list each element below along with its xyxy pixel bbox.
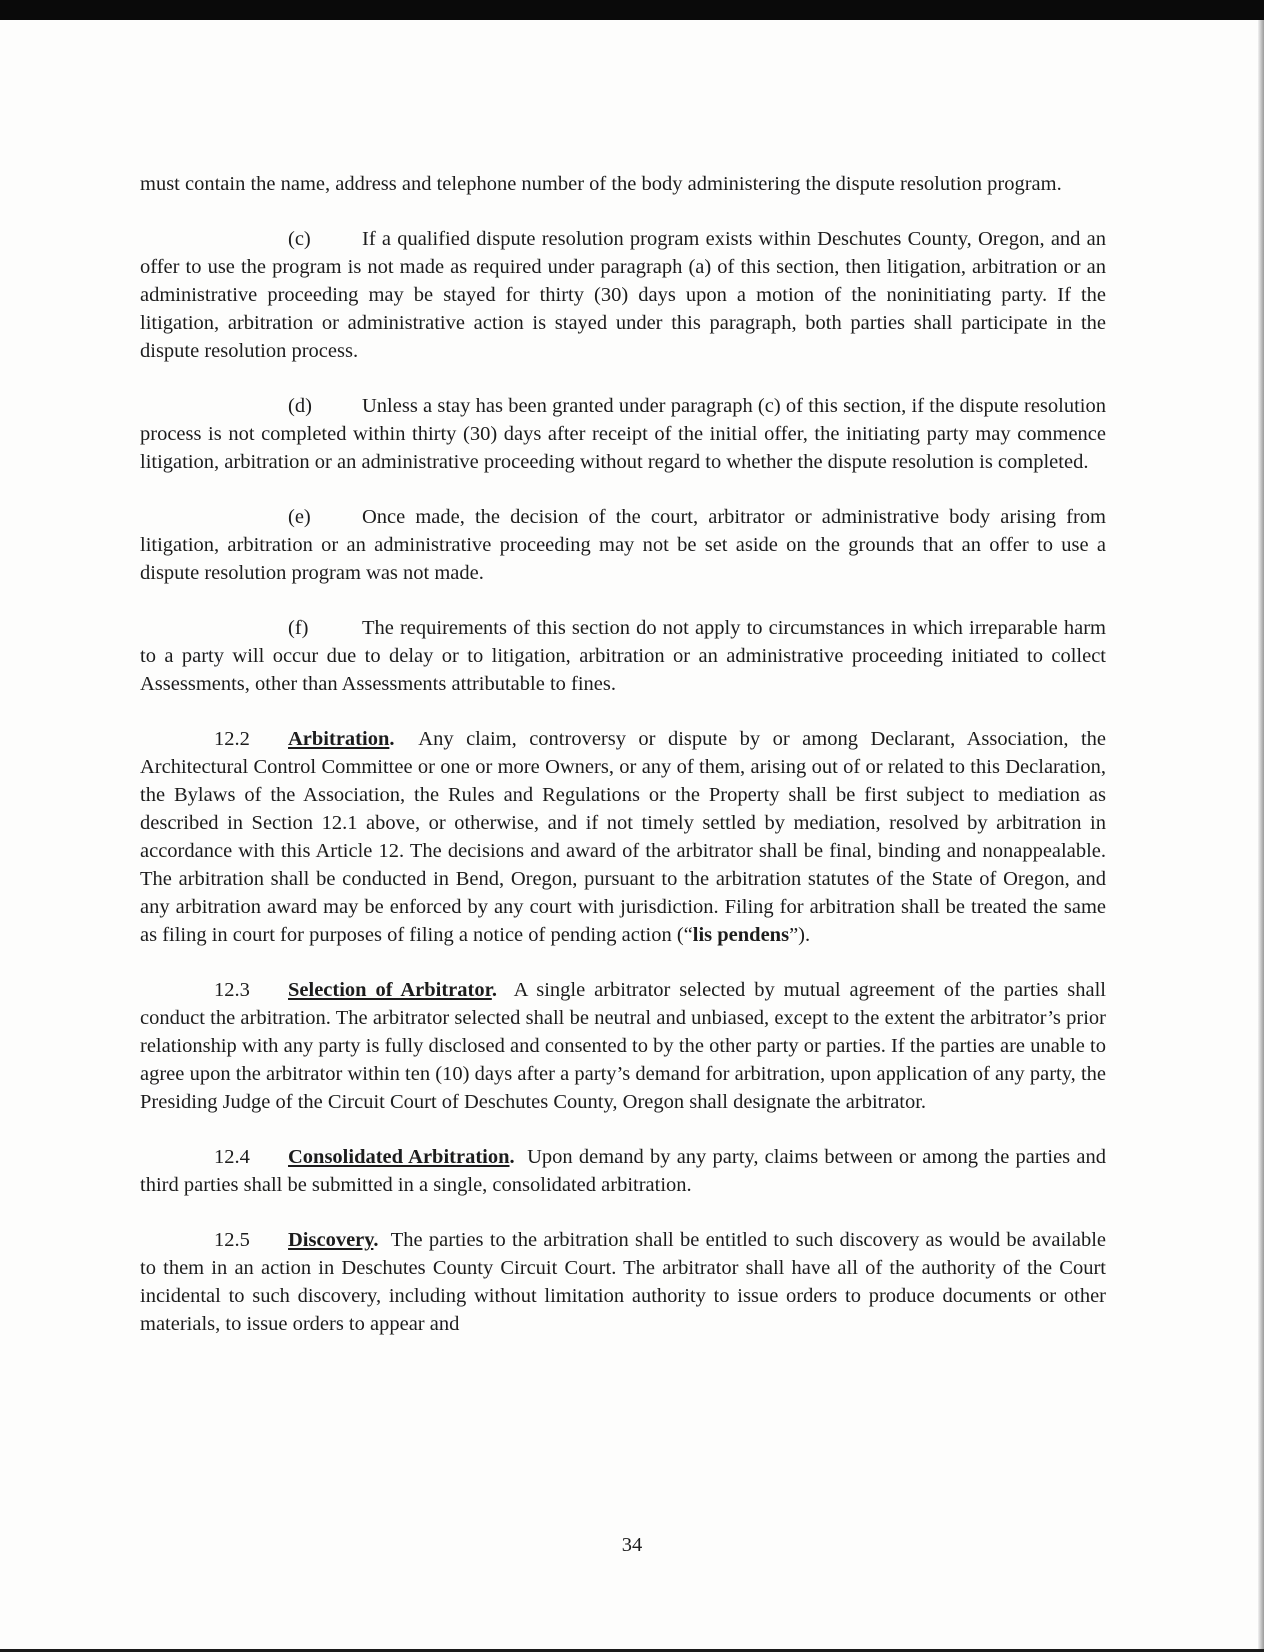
section-12-4-text: Upon demand by any party, claims between or among the parties and third parties shall be submitted in a single, consolidated arbitration. xyxy=(140,1146,1106,1196)
section-12-3-number: 12.3 xyxy=(214,979,250,1001)
section-12-2-heading: Arbitration xyxy=(288,728,390,750)
section-12-2-heading-period: . xyxy=(389,728,395,750)
section-12-4-heading-period: . xyxy=(509,1146,515,1168)
section-12-4-heading: Consolidated Arbitration xyxy=(288,1146,510,1168)
section-12-5-heading: Discovery xyxy=(288,1229,374,1251)
paragraph-c-text: If a qualified dispute resolution program exists within Deschutes County, Oregon, and an offer to use the program is not made as required under paragraph (a) of this section, then litigation, arbitration or an administrative proceeding may be stayed for thirty (30) days upon a motion of the noninitiating party. If the litigation, arbitration or administrative action is stayed under this paragraph, both parties shall participate in the dispute resolution process. xyxy=(140,228,1106,362)
section-12-4-number: 12.4 xyxy=(214,1146,250,1168)
section-12-2-text: Any claim, controversy or dispute by or among Declarant, Association, the Architectural Control Committee or one or more Owners, or any of them, arising out of or related to this Declaration, the Bylaws of the Association, the Rules and Regulations or the Property shall be first subject to mediation as described in Section 12.1 above, or otherwise, and if not timely settled by mediation, resolved by arbitration in accordance with this Article 12. The decisions and award of the arbitrator shall be final, binding and nonappealable. The arbitration shall be conducted in Bend, Oregon, pursuant to the arbitration statutes of the State of Oregon, and any arbitration award may be enforced by any court with jurisdiction. Filing for arbitration shall be treated the same as filing in court for purposes of filing a notice of pending action (“ xyxy=(140,728,1107,946)
paragraph-d xyxy=(140,392,1106,476)
section-12-3 xyxy=(140,976,1106,1116)
section-12-5-text: The parties to the arbitration shall be entitled to such discovery as would be available to them in an action in Deschutes County Circuit Court. The arbitrator shall have all of the authority of the Court incidental to such discovery, including without limitation authority to issue orders to produce documents or other materials, to issue orders to appear and xyxy=(140,1229,1106,1335)
section-12-2 xyxy=(140,725,1106,949)
paragraph-continuation xyxy=(140,170,1106,198)
document-body xyxy=(140,170,1106,1365)
section-12-5-heading-period: . xyxy=(373,1229,379,1251)
paragraph-e xyxy=(140,503,1106,587)
paragraph-continuation-text: must contain the name, address and telephone number of the body administering the dispute resolution program. xyxy=(140,173,1062,195)
section-12-3-heading-period: . xyxy=(491,979,497,1001)
paragraph-c xyxy=(140,225,1106,365)
scan-top-border xyxy=(0,0,1264,20)
paragraph-c-label: (c) xyxy=(288,228,311,250)
paragraph-d-label: (d) xyxy=(288,395,312,417)
paragraph-d-text: Unless a stay has been granted under paragraph (c) of this section, if the dispute resolution process is not completed within thirty (30) days after receipt of the initial offer, the initiating party may commence litigation, arbitration or an administrative proceeding without regard to whether the dispute resolution is completed. xyxy=(140,395,1106,473)
section-12-3-text: A single arbitrator selected by mutual agreement of the parties shall conduct the arbitration. The arbitrator selected shall be neutral and unbiased, except to the extent the arbitrator’s prior relationship with any party is fully disclosed and consented to by the other party or parties. If the parties are unable to agree upon the arbitrator within ten (10) days after a party’s demand for arbitration, upon application of any party, the Presiding Judge of the Circuit Court of Deschutes County, Oregon shall designate the arbitrator. xyxy=(140,979,1106,1113)
paragraph-f xyxy=(140,614,1106,698)
section-12-4 xyxy=(140,1143,1106,1199)
paragraph-e-label: (e) xyxy=(288,506,311,528)
section-12-5 xyxy=(140,1226,1106,1338)
scan-right-edge xyxy=(1258,20,1264,1649)
section-12-5-number: 12.5 xyxy=(214,1229,250,1251)
paragraph-f-text: The requirements of this section do not apply to circumstances in which irreparable harm to a party will occur due to delay or to litigation, arbitration or an administrative proceeding initiated to collect Assessments, other than Assessments attributable to fines. xyxy=(140,617,1106,695)
page-number: 34 xyxy=(621,1534,643,1556)
paragraph-e-text: Once made, the decision of the court, arbitrator or administrative body arising from litigation, arbitration or an administrative proceeding may not be set aside on the grounds that an offer to use a dispute resolution program was not made. xyxy=(140,506,1106,584)
section-12-2-number: 12.2 xyxy=(214,728,250,750)
section-12-3-heading: Selection of Arbitrator xyxy=(288,979,492,1001)
paragraph-f-label: (f) xyxy=(288,617,309,639)
section-12-2-bold-term: lis pendens xyxy=(692,924,790,946)
section-12-2-text-end: ”). xyxy=(789,924,811,946)
